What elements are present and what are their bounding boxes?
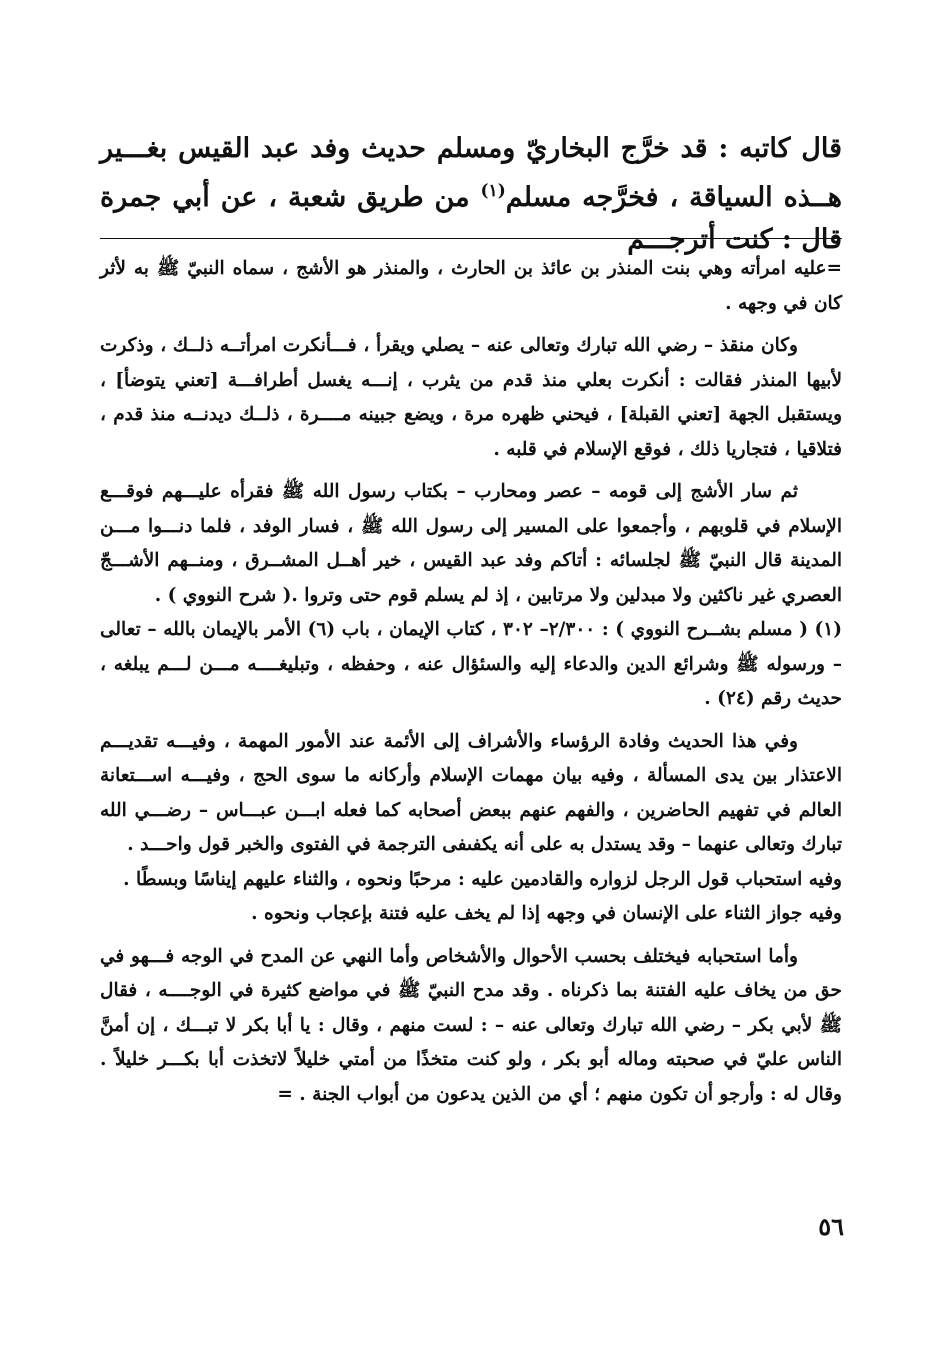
note-paragraph-2: ثم سار الأشج إلى قومه – عصر ومحارب – بكتاب رسول الله ﷺ فقرأه عليـــهم فوقـــع الإسلام في قلوبهم ، وأجمعوا على المسير إلى رسول الله ﷺ ، فسار الوفد ، فلما دنـــوا مـــن المدينة قال النبيّ ﷺ لجلسائه : أتاكم وفد عبد القيس ، خير أهــل المشــرق ، ومنــهم الأشـــجّ العصري غير ناكثين ولا مبدلين ولا مرتابين ، إذ لم يسلم قوم حتى وتروا .( شرح النووي ) . [100, 481, 842, 606]
footnote-marker: (١) [480, 181, 506, 201]
note-paragraph-3: وفي هذا الحديث وفادة الرؤساء والأشراف إلى الأئمة عند الأمور المهمة ، وفيـــه تقديـــم الاعتذار بين يدى المسألة ، وفيه بيان مهمات الإسلام وأركانه ما سوى الحج ، وفيـــه اســـتعانة العالم في تفهيم الحاضرين ، والفهم عنهم ببعض أصحابه كما فعله ابـــن عبـــاس – رضـــي الله تبارك وتعالى عنهما – وقد يستدل به على أنه يكفىفى الترجمة في الفتوى والخبر قول واحـــد . [100, 730, 842, 855]
main-paragraph-text: قال كاتبه : قد خرَّج البخاريّ ومسلم حديث وفد عبد القيس بغـــير هــذه السياقة ، فخرَّجه مسلم [100, 133, 842, 213]
footnote-1: (١) ( مسلم بشــرح النووي ) : ٢/٣٠٠– ٣٠٢ ، كتاب الإيمان ، باب (٦) الأمر بالإيمان بالله – تعالى – ورسوله ﷺ وشرائع الدين والدعاء إليه والسئؤال عنه ، وحفظه ، وتبليغــــه مـــن لـــم يبلغه ، حديث رقم (٢٤) . [100, 619, 842, 709]
footnotes-section [100, 252, 842, 1112]
main-paragraph-cont: من طريق شعبة ، عن أبي جمرة قال : كنت أترجـــم [100, 182, 842, 255]
main-paragraph [100, 128, 842, 261]
note-paragraph-6: وأما استحبابه فيختلف بحسب الأحوال والأشخاص وأما النهي عن المدح في الوجه فـــهو في حق من يخاف عليه الفتنة بما ذكرناه . وقد مدح النبيّ ﷺ في مواضع كثيرة في الوجــــه ، فقال ﷺ لأبي بكر – رضي الله تبارك وتعالى عنه – : لست منهم ، وقال : يا أبا بكر لا تبـــك ، إن أمنَّ الناس عليّ في صحبته وماله أبو بكر ، ولو كنت متخذًا من أمتي خليلاً لاتخذت أبا بكـــر خليلاً . وقال له : وأرجو أن تكون منهم ؛ أي من الذين يدعون من أبواب الجنة . = [100, 945, 842, 1105]
footnote-divider [100, 238, 842, 239]
note-continuation: =عليه امرأته وهي بنت المنذر بن عائذ بن الحارث ، والمنذر هو الأشج ، سماه النبيّ ﷺ به لأثر كان في وجهه . [100, 258, 842, 314]
main-text [100, 128, 842, 261]
note-paragraph-5: وفيه جواز الثناء على الإنسان في وجهه إذا لم يخف عليه فتنة بإعجاب ونحوه . [251, 903, 842, 924]
note-paragraph-1: وكان منقذ – رضي الله تبارك وتعالى عنه – يصلي ويقرأ ، فـــأنكرت امرأتــه ذلــك ، وذكرت لأبيها المنذر فقالت : أنكرت بعلي منذ قدم من يثرب ، إنـــه يغسل أطرافـــة [تعني يتوضأ] ، ويستقبل الجهة [تعني القبلة] ، فيحني ظهره مرة ، ويضع جبينه مــــرة ، ذلــك ديدنــه منذ قدم ، فتلاقيا ، فتجاريا ذلك ، فوقع الإسلام في قلبه . [100, 335, 842, 460]
note-paragraph-4: وفيه استحباب قول الرجل لزواره والقادمين عليه : مرحبًا ونحوه ، والثناء عليهم إيناسًا وبسطًا . [123, 868, 842, 890]
page-number: ٥٦ [818, 1212, 844, 1241]
